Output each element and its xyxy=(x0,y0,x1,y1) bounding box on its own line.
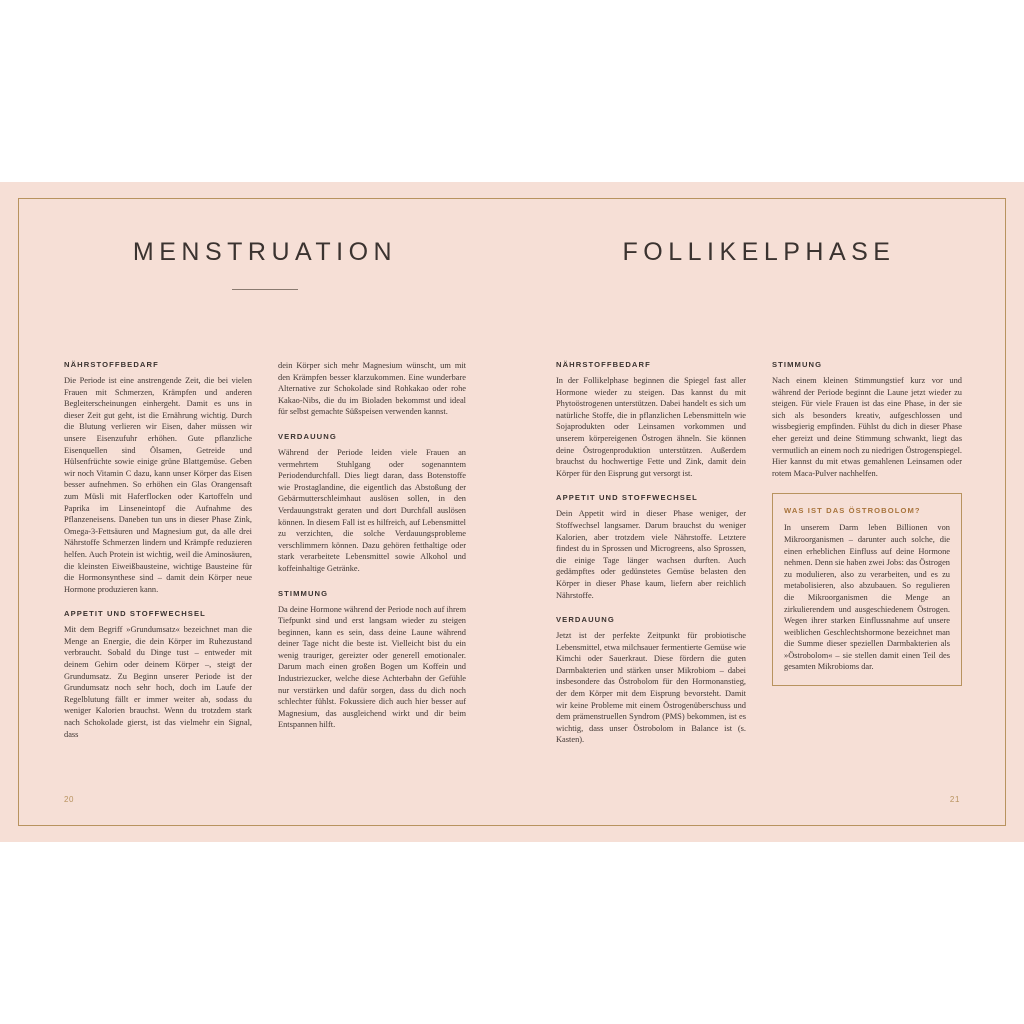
paragraph-nutrition-right: In der Follikelphase beginnen die Spiegel fast aller Hormone wieder zu steigen. Das kannst du mit Phytoöstrogenen unterstützen. Dabei handelt es sich um natürliche Stoffe, die in pflanzlichen Lebensmitteln wie Sojaprodukten oder Leinsamen vorkommen und unserem körpereigenen Östrogen ähneln. Sie können deine Östrogenproduktion unterstützen. Außerdem brauchst du hochwertige Fette und Zink, damit dein Körper für den Eisprung gut versorgt ist. xyxy=(556,376,746,478)
heading-mood-right: STIMMUNG xyxy=(772,360,823,369)
right-column-2 xyxy=(772,360,962,746)
paragraph-digestion-right: Jetzt ist der perfekte Zeitpunkt für probiotische Lebensmittel, etwa milchsauer fermentierte Gemüse wie Kimchi oder Sauerkraut. Diese fördern die guten Darmbakterien und stärken unser Mikrobiom – dabei insbesondere das Östrobolom für den Hormonanstieg, der dem Körper mit dem Eisprung bevorsteht. Damit wir keine Probleme mit einem Östrogenüberschuss und dem prämenstruellen Syndrom (PMS) bekommen, ist es wichtig, dass unser Östrobolom in Balance ist (s. Kasten). xyxy=(556,631,746,745)
right-page xyxy=(512,198,1006,826)
page-title-follikelphase: FOLLIKELPHASE xyxy=(622,238,896,266)
heading-mood-left: STIMMUNG xyxy=(278,588,329,598)
paragraph-appetite-right: Dein Appetit wird in dieser Phase weniger, der Stoffwechsel langsamer. Darum brauchst du weniger Kalorien, aber trotzdem viele Nährstoffe. Letztere findest du in Sprossen und Microgreens, also Sprossen, die einige Tage länger wachsen durften. Auch gedämpftes oder gedünstetes Gemüse belasten den Körper in dieser Phase kaum, liefern aber reichlich Nährstoffe. xyxy=(556,509,746,600)
folio-left: 20 xyxy=(64,795,75,804)
left-column-2 xyxy=(278,360,466,740)
info-box-oestrobolom xyxy=(772,493,962,686)
heading-nutrition-left: NÄHRSTOFFBEDARF xyxy=(64,360,159,369)
paragraph-nutrition-left: Die Periode ist eine anstrengende Zeit, die bei vielen Frauen mit Schmerzen, Krämpfen und anderen Begleiterscheinungen einhergeht. Damit es uns in dieser Zeit gut geht, ist die Ernährung wichtig. Durch die Blutung verlieren wir Eisen, daher müssen wir unsere Eisenzufuhr erhöhen. Gute pflanzliche Eisenquellen sind Ölsamen, Getreide und Hülsenfrüchte sowie einige grüne Blattgemüse. Geben wir noch Vitamin C dazu, kann unser Körper das Eisen besser aufnehmen. So erhöhen ein Glas Orangensaft zum Müsli mit Haferflocken oder Kartoffeln und Paprika im Linseneintopf die Aufnahme des Pflanzeneisens. Daneben tun uns in dieser Phase Zink, Omega-3-Fettsäuren und Magnesium gut, da alle drei Nährstoffe Schmerzen lindern und Krämpfe reduzieren helfen. Auch Protein ist wichtig, weil die Aminosäuren, die kleinsten Eiweißbausteine, wichtige Bausteine für die Hormonsynthese sind – damit dein Körper neue Hormone produzieren kann. xyxy=(64,376,252,594)
left-page-columns xyxy=(64,360,466,740)
paragraph-mood-right: Nach einem kleinen Stimmungstief kurz vor und während der Periode beginnt die Laune jetzt wieder zu steigen. Für viele Frauen ist das eine Phase, in der sie sich als besonders kreativ, aufgeschlossen und wissbegierig empfinden. Fühlst du dich in dieser Phase eher gereizt und deine Stimmung schwankt, liegt das vermutlich an einem noch zu niedrigen Östrogenspiegel. Hier kannst du mit etwas gemahlenen Leinsamen oder rotem Maca-Pulver nachhelfen. xyxy=(772,376,962,478)
paragraph-appetite-left: Mit dem Begriff »Grundumsatz« bezeichnet man die Menge an Energie, die dein Körper im Ruhezustand verbraucht. Sobald du Dinge tust – entweder mit deinem Gehirn oder deinem Körper –, steigt der Grundumsatz. Zu Beginn unserer Periode ist der Grundumsatz noch sehr hoch, doch im Laufe der Regelblutung fällt er immer weiter ab, sodass du weniger Kalorien brauchst. Wenn du trotzdem stark nach Schokolade gierst, ist das vielmehr ein Signal, dass xyxy=(64,625,252,739)
title-divider xyxy=(232,289,298,290)
right-column-1 xyxy=(556,360,746,746)
paragraph-mood-left: Da deine Hormone während der Periode noch auf ihrem Tiefpunkt sind und erst langsam wieder zu steigen beginnen, kann es sein, dass deine Laune während deiner Tage nicht die beste ist. Vielleicht bist du ein wenig trauriger, gereizter oder generell emotionaler. Darum mach einen großen Bogen um Koffein und Industriezucker, welche diese Achterbahn der Gefühle nur verstärken und dafür sorgen, dass du dich noch schlechter fühlst. Fokussiere dich auch hier besser auf Magnesium, das ausgleichend wirkt und dir beim Entspannen hilft. xyxy=(278,604,466,730)
right-page-columns xyxy=(556,360,962,746)
info-box-text: In unserem Darm leben Billionen von Mikroorganismen – darunter auch solche, die einen erheblichen Einfluss auf deine Hormone nehmen. Denn sie haben zwei Jobs: das Östrogen zu modulieren, also zu verarbeiten, und es zu metabolisieren, also abzubauen. So regulieren die Mikroorganismen die Menge an zirkulierendem und ausgeschiedenem Östrogen. Wegen ihrer starken Einflussnahme auf unsere weiblichen Geschlechtshormone bezeichnet man die Summe dieser speziellen Darmbakterien als »Östrobolom« – sie stellen damit einen Teil des gesamten Mikrobioms dar. xyxy=(784,523,950,672)
heading-nutrition-right: NÄHRSTOFFBEDARF xyxy=(556,360,651,369)
heading-appetite-right: APPETIT UND STOFFWECHSEL xyxy=(556,493,698,503)
page-title-menstruation: MENSTRUATION xyxy=(132,238,398,266)
left-page xyxy=(18,198,512,826)
paragraph-nutrition-continued: dein Körper sich mehr Magnesium wünscht, um mit den Krämpfen besser klarzukommen. Eine wunderbare Alternative zur Schokolade sind Rohkakao oder rohe Kakao-Nibs, die du im Bioladen bekommst und ideal für selbst gemachte Süßspeisen verwenden kannst. xyxy=(278,361,466,417)
folio-right: 21 xyxy=(949,795,960,804)
page-spread xyxy=(0,182,1024,842)
info-box-title: WAS IST DAS ÖSTROBOLOM? xyxy=(784,506,921,516)
paragraph-digestion-left: Während der Periode leiden viele Frauen an vermehrtem Stuhlgang oder sogenanntem Periodendurchfall. Dies liegt daran, dass Botenstoffe wie Prostaglandine, die eigentlich das Abstoßung der Gebärmutterschleimhaut auslösen sollen, in den Verdauungstrakt geraten und dort Durchfall auslösen können. In diesem Fall ist es hilfreich, auf Lebensmittel zu verzichten, die solche Verdauungsprobleme verschlimmern können. Dazu gehören fetthaltige oder stark verarbeitete Lebensmittel sowie Alkohol und koffeinhaltige Getränke. xyxy=(278,447,466,573)
left-column-1 xyxy=(64,360,252,740)
heading-appetite-left: APPETIT UND STOFFWECHSEL xyxy=(64,609,206,619)
heading-digestion-left: VERDAUUNG xyxy=(278,431,337,441)
heading-digestion-right: VERDAUUNG xyxy=(556,615,615,625)
